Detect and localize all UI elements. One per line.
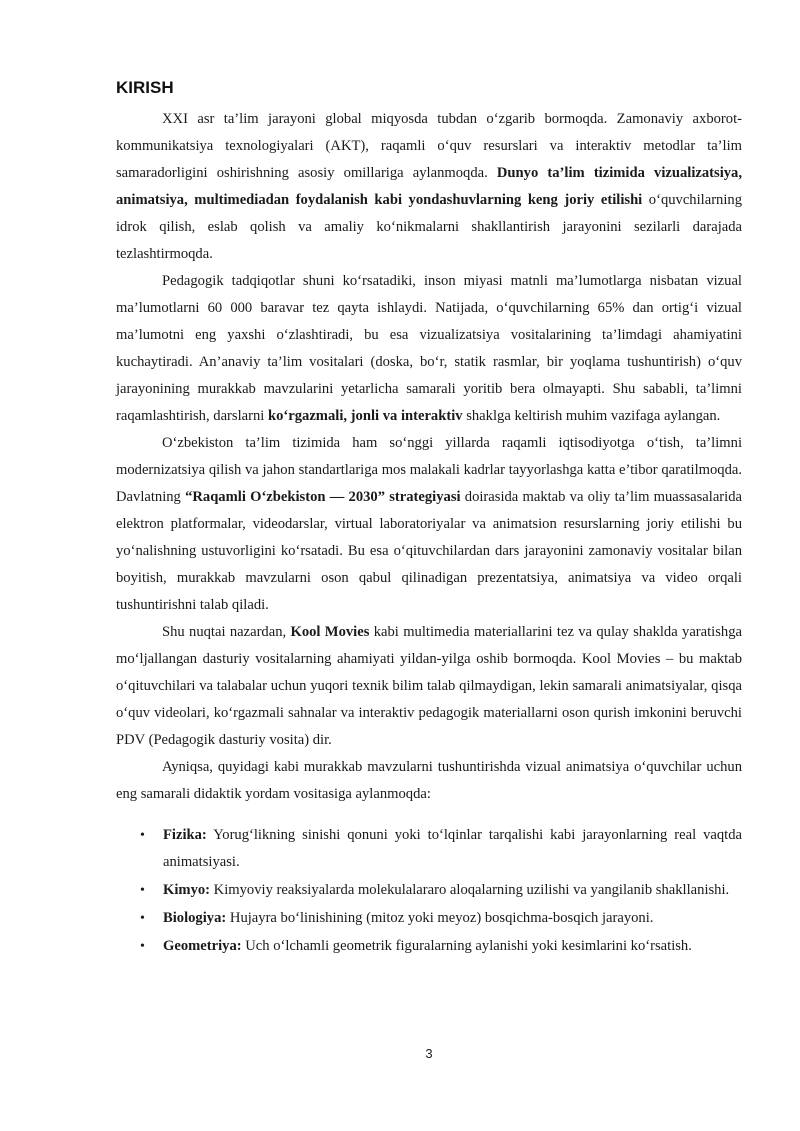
paragraph-2-text-c: shaklga keltirish muhim vazifaga aylangan. xyxy=(462,408,721,424)
subject-text: Kimyoviy reaksiyalarda molekulalararo aloqalarning uzilishi va yangilanib shakllanishi. xyxy=(210,882,730,898)
paragraph-1 xyxy=(116,106,742,268)
paragraph-3-text-c: doirasida maktab va oliy ta’lim muassasalarida elektron platformalar, videodarslar, virtual laboratoriyalar va animatsion resurslarning joriy etilishi bu yo‘nalishning ustuvorligini ko‘rsatadi. Bu esa o‘qituvchilardan dars jarayonini zamonaviy vositalar bilan boyitish, murakkab mavzularni oson qabul qilinadigan prezentatsiya, animatsiya va video orqali tushuntirishni talab qiladi. xyxy=(116,489,742,613)
subject-label: Kimyo: xyxy=(163,882,211,898)
paragraph-5: Ayniqsa, quyidagi kabi murakkab mavzularni tushuntirishda vizual animatsiya o‘quvchilar uchun eng samarali didaktik yordam vositasiga aylanmoqda: xyxy=(116,759,742,802)
subject-label: Fizika: xyxy=(163,827,207,843)
bullet-icon: • xyxy=(140,883,145,898)
paragraph-3-bold: “Raqamli O‘zbekiston — 2030” strategiyasi xyxy=(185,489,461,505)
list-item xyxy=(116,822,742,876)
paragraph-2 xyxy=(116,268,742,430)
paragraph-4-bold: Kool Movies xyxy=(290,624,370,640)
subjects-list xyxy=(116,822,742,960)
paragraph-1-text-c: o‘quvchilarning idrok qilish, eslab qolish va amaliy ko‘nikmalarni shakllantirish jarayonini sezilarli darajada tezlashtirmoqda. xyxy=(116,192,742,262)
paragraph-2-bold: ko‘rgazmali, jonli va interaktiv xyxy=(267,408,463,424)
page-content xyxy=(116,78,742,961)
subject-text: Hujayra bo‘linishining (mitoz yoki meyoz) bosqichma-bosqich jarayoni. xyxy=(226,910,654,926)
paragraph-2-text-a: Pedagogik tadqiqotlar shuni ko‘rsatadiki, inson miyasi matnli ma’lumotlarga nisbatan vizual ma’lumotlarni 60 000 baravar tez qayta ishlaydi. Natijada, o‘quvchilarning 65% dan ortig‘i vizual ma’lumotni eng yaxshi o‘zlashtiradi, bu esa vizualizatsiya vositalarining ta’limdagi ahamiyatini kuchaytiradi. An’anaviy ta’lim vositalari (doska, bo‘r, statik rasmlar, bir yoqlama tushuntirish) o‘quv jarayonining murakkab mavzularini yetarlicha samarali yoritib bera olmayapti. Shu sababli, ta’limni raqamlashtirish, darslarni xyxy=(116,273,742,424)
paragraph-4 xyxy=(116,619,742,754)
paragraph-4-text-a: Shu nuqtai nazardan, xyxy=(162,624,291,640)
paragraph-3 xyxy=(116,430,742,619)
subject-label: Geometriya: xyxy=(163,938,242,954)
subject-text: Yorug‘likning sinishi qonuni yoki to‘lqinlar tarqalishi kabi jarayonlarning real vaqtda animatsiyasi. xyxy=(163,827,742,870)
list-item xyxy=(116,933,742,960)
subject-label: Biologiya: xyxy=(163,910,227,926)
bullet-icon: • xyxy=(140,939,145,954)
bullet-icon: • xyxy=(140,911,145,926)
bullet-icon: • xyxy=(140,828,145,843)
page-number: 3 xyxy=(425,1046,433,1061)
list-item xyxy=(116,905,742,932)
paragraph-1-text-a: XXI asr ta’lim jarayoni global miqyosda tubdan o‘zgarib bormoqda. Zamonaviy axborot-kommunikatsiya texnologiyalari (AKT), raqamli o‘quv resurslari va interaktiv metodlar ta’lim samaradorligini oshirishning asosiy omillariga aylanmoqda. xyxy=(116,111,742,181)
paragraph-1-bold: Dunyo ta’lim tizimida vizualizatsiya, animatsiya, multimediadan foydalanish kabi yondashuvlarning keng joriy etilishi xyxy=(116,165,742,208)
section-heading: KIRISH xyxy=(116,78,174,97)
subject-text: Uch o‘lchamli geometrik figuralarning aylanishi yoki kesimlarini ko‘rsatish. xyxy=(241,938,692,954)
list-item xyxy=(116,877,742,904)
paragraph-4-text-c: kabi multimedia materiallarini tez va qulay shaklda yaratishga mo‘ljallangan dasturiy vositalarning ahamiyati yildan-yilga oshib bormoqda. Kool Movies – bu maktab o‘qituvchilari va talabalar uchun yuqori texnik bilim talab qilmaydigan, lekin samarali animatsiyalar, qisqa o‘quv videolari, ko‘rgazmali sahnalar va interaktiv pedagogik materiallarni oson qurish imkonini beruvchi PDV (Pedagogik dasturiy vosita) dir. xyxy=(116,624,742,748)
paragraph-3-text-a: O‘zbekiston ta’lim tizimida ham so‘nggi yillarda raqamli iqtisodiyotga o‘tish, ta’limni modernizatsiya qilish va jahon standartlariga mos malakali kadrlar tayyorlashga katta e’tibor qaratilmoqda. Davlatning xyxy=(116,435,742,505)
